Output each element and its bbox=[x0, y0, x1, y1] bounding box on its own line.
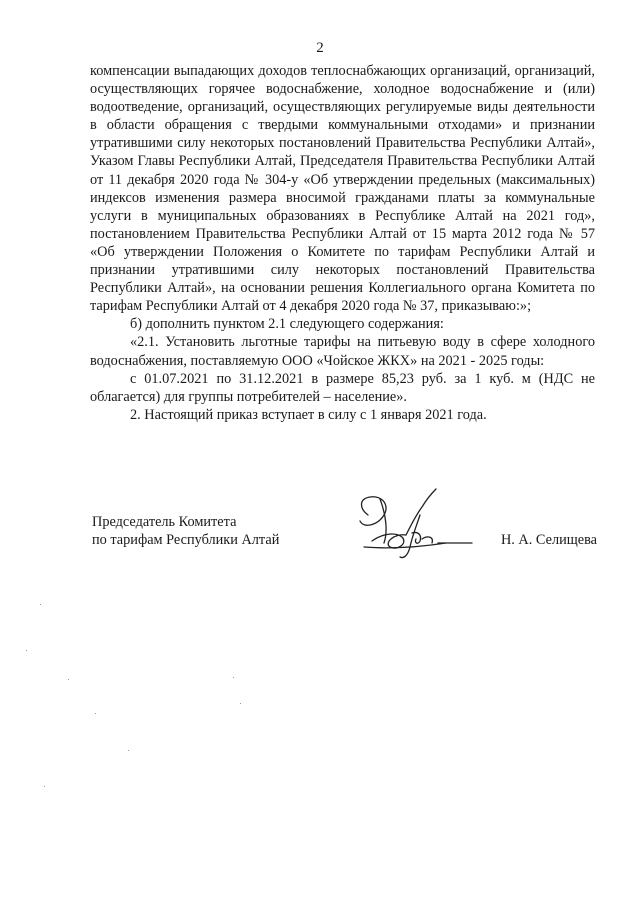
scan-artifact bbox=[233, 677, 234, 678]
signatory-position-line-2: по тарифам Республики Алтай bbox=[92, 532, 280, 548]
scan-artifact bbox=[128, 750, 129, 751]
scan-artifact bbox=[44, 786, 45, 787]
page-number: 2 bbox=[316, 40, 324, 56]
scan-artifact bbox=[26, 650, 27, 651]
signatory-position-line-1: Председатель Комитета bbox=[92, 514, 237, 530]
signature-block bbox=[92, 513, 597, 573]
scan-artifact bbox=[95, 713, 96, 714]
paragraph-legal-basis: компенсации выпадающих доходов теплоснабжающих организаций, организаций, осуществляющих горячее водоснабжение, холодное водоснабжение и (или) водоотведение, организаций, осуществляющих регулируемые виды деятельности в области обращения с твердыми коммунальными отходами» и признании утратившими силу некоторых постановлений Правительства Республики Алтай», Указом Главы Республики Алтай, Председателя Правительства Республики Алтай от 11 декабря 2020 года № 304-у «Об утверждении предельных (максимальных) индексов изменения размера вносимой гражданами платы за коммунальные услуги в муниципальных образованиях в Республике Алтай на 2021 год», постановлением Правительства Республики Алтай от 15 марта 2012 года № 57 «Об утверждении Положения о Комитете по тарифам Республики Алтай и признании утратившими силу некоторых постановлений Правительства Республики Алтай», на основании решения Коллегиального органа Комитета по тарифам Республики Алтай от 4 декабря 2020 года № 37, приказываю:»; bbox=[90, 63, 595, 315]
paragraph-tariff-rate: с 01.07.2021 по 31.12.2021 в размере 85,23 руб. за 1 куб. м (НДС не облагается) для группы потребителей – население». bbox=[90, 370, 595, 405]
paragraph-amendment-b: б) дополнить пунктом 2.1 следующего содержания: bbox=[130, 316, 444, 333]
paragraph-clause-2-1: «2.1. Установить льготные тарифы на питьевую воду в сфере холодного водоснабжения, поставляемую ООО «Чойское ЖКХ» на 2021 - 2025 годы: bbox=[90, 334, 595, 369]
signatory-name: Н. А. Селищева bbox=[500, 532, 597, 548]
handwritten-signature bbox=[350, 485, 480, 563]
paragraph-effective-date: 2. Настоящий приказ вступает в силу с 1 января 2021 года. bbox=[130, 406, 487, 423]
scan-artifact bbox=[40, 604, 41, 605]
signatory-position bbox=[92, 513, 279, 549]
scan-artifact bbox=[240, 703, 241, 704]
document-body bbox=[90, 62, 595, 424]
scan-artifact bbox=[68, 679, 69, 680]
